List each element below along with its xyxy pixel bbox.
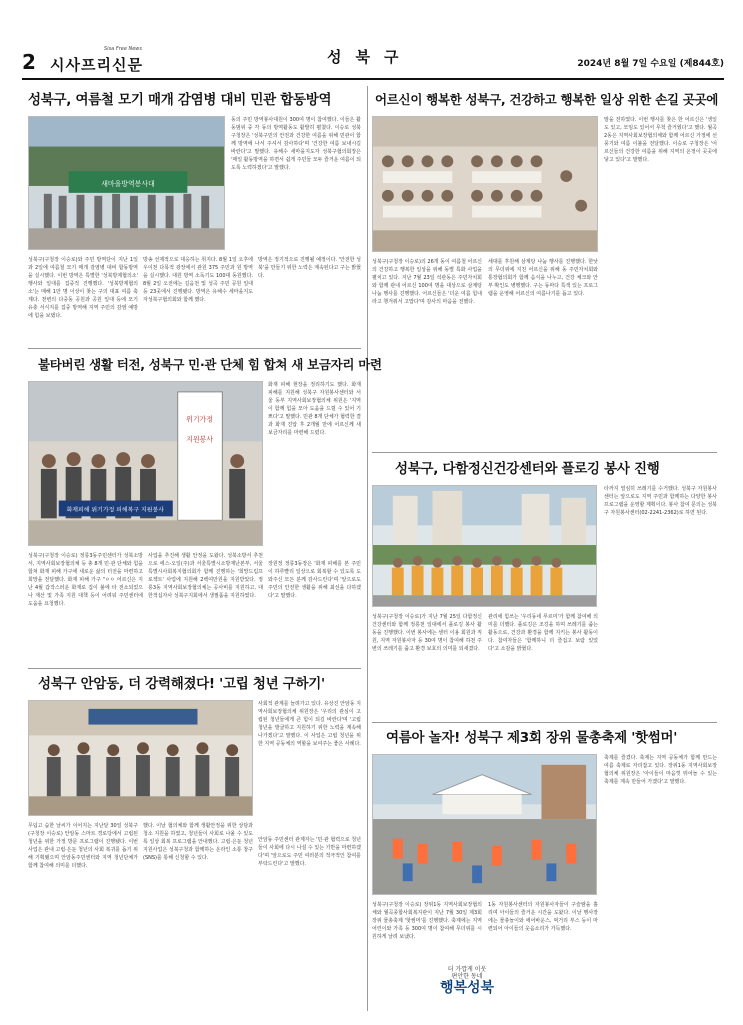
article-1-photo: [28, 116, 225, 250]
paper-name: 시사프리신문: [50, 56, 143, 74]
article-2-column-1: 성북구(구청장 이승로) 정릉3동주민센터가 성북소방서, 지역사회보장협의체 등 총 8개 민·관 단체와 힘을 합쳐 화재 피해 가구에 새로운 삶의 터전을 마련하고 희망을 전달했다. 화재 피해 가구 "ㅇㅇ 어르신은 지난 4월 갑작스러운 화재로 집이 불에 타 전소되었으나 재산 및 가족 지원 대책 등이 어려워 주민센터에 도움을 요청했다.: [28, 553, 143, 607]
article-6-headline: 여름아 놀자! 성북구 제3회 장위 물총축제 '핫썸머': [386, 730, 678, 746]
paper-name-small: Sisa Free News: [104, 46, 143, 52]
logo-line-2: 편안한 동네: [451, 973, 483, 980]
svg-text:위기가정: 위기가정: [186, 415, 213, 424]
article-4-headline: 어르신이 행복한 성북구, 건강하고 행복한 일상 위한 손길 곳곳에: [375, 92, 719, 107]
article-3-column-3: 사회적 관계를 늘려가고 있다. 유상진 안암동 지역사회보장협의체 위원장은 '우리의 관심이 고립된 청년들에게 큰 힘이 되길 바란다'며 '고립 청년을 발굴하고 지원하기 위한 노력을 계속해 나가겠다'고 말했다. 이 사업은 고립 청년을 위한 지역 공동체의 역할을 보여주는 좋은 사례다.: [258, 701, 361, 747]
article-1-column-3: 동의 주민 방역봉사대원이 300여 명이 참여했다. 이들은 활동범위 중 각 동의 방역활동도 활발히 펼쳤다. 이승로 성북구청장은 '성북구민의 안전과 건강한 여름을 위해 민관이 함께 방역에 나서 주셔서 감사하다'며 '건강한 여름 보내시길 바란다'고 말했다. 유해수 새마을지도자 성북구협의회장은 '매일 활동방역을 하면서 쉽게 주민들 모두 즐거운 여름이 되도록 노력하겠다'고 말했다.: [231, 117, 361, 171]
masthead: [22, 44, 724, 74]
article-2-column-4: 장원정 정릉3동장은 '화재 피해를 본 주민이 하루빨리 일상으로 회복할 수 있도록 도와주신 모든 분께 감사드린다'며 '앞으로도 주민의 안전한 생활을 위해 최선을 다하겠다'고 말했다.: [268, 561, 361, 599]
article-3-column-1: 무덥고 습한 날씨가 이어지는 지난달 30일 성북구(구청장 이승로) 안암동 스마트 경로당에서 고립된 청년을 위한 가정 방문 프로그램이 진행됐다. 이번 사업은 관내 고립·은둔 청년의 사회 복귀를 돕기 위해 기획됐으며 안암동주민센터와 지역 청년단체가 함께 참여해 의미를 더했다.: [28, 823, 138, 869]
article-4-column-2: 세대를 후원해 삼계탕 나눔 행사를 진행했다. 한낮의 무더위에 지친 어르신을 위해 동 주민자치회와 통장협의회가 함께 음식을 나누고, 건강 체크와 안부 확인도 병행했다. 구는 동마다 특색 있는 프로그램을 운영해 어르신의 여름나기를 돕고 있다.: [488, 259, 598, 297]
happy-seongbuk-logo: [431, 966, 503, 1006]
article-5-headline: 성북구, 다함정신건강센터와 플로깅 봉사 진행: [395, 461, 660, 477]
issue-date: 2024년 8월 7일 수요일 (제844호): [577, 59, 724, 69]
article-6-photo: [372, 754, 597, 895]
article-divider: [372, 452, 717, 453]
article-4-column-3: 말을 전하였다. 이번 행사를 찾은 한 어르신은 '생일도 있고, 모임도 있어서 무척 즐거웠다'고 했다. 월곡2동은 지역사회보장협의체와 함께 어르신 가정에 선풍기와 여름 이불을 전달했다. 이승로 구청장은 '어르신들의 건강한 여름을 위해 지역의 온정이 곳곳에 닿고 있다'고 말했다.: [604, 117, 717, 163]
article-5-column-1: 성북구(구청장 이승로)가 지난 7월 25일 다함정신건강센터와 함께 정릉천 일대에서 플로깅 봉사 활동을 진행했다. 이번 봉사에는 센터 이용 회원과 직원, 지역 자원봉사자 등 30여 명이 참여해 하천 주변의 쓰레기를 줍고 환경 보호의 의미를 되새겼다.: [372, 614, 482, 652]
article-3-column-4: 안암동 주민센터 관계자는 '민·관 협력으로 청년들이 사회에 다시 나설 수 있는 기반을 마련하겠다'며 '앞으로도 주민 여러분의 적극적인 참여를 부탁드린다'고 말했다.: [258, 837, 361, 867]
article-3-column-2: 했다. 이날 협의체와 함께 생활안정을 위한 상담과 청소 지원을 하였고, 청년들이 사회로 나올 수 있도록 일상 회복 프로그램을 안내했다. 고립·은둔 청년 지원사업은 성북구청과 함께하는 온라인 소통 창구(SNS)를 통해 신청할 수 있다.: [143, 823, 253, 861]
article-1-column-1: 성북구(구청장 이승로)와 주민 방역단이 지난 1일과 2일에 여름철 모기 매개 감염병 대비 합동방역을 실시했다. 이번 방역은 특별한 '성북방제협의소' 행사와 일대를 집중적 진행했다. '성북방제협의소'는 매해 1만 명 이상이 찾는 구의 대표 여름 축제다. 천변의 다중동 공원과 공원 일대 등에 모기 유충 서식지를 집중 방역해 지역 주민의 감염 예방에 힘을 보탰다.: [28, 257, 138, 319]
article-1-column-2: 방송 선제적으로 대응하는 취지다. 8월 1일 오후에 우이천 다목적 광장에서 관원 375 주민과 원 방역을 실시했다. 대원 방역 소독기도 100대 동원했다. 8월 2일 오전에는 길음천 및 성곡 주민 공원 일대 등 23곳에서 진행됐다. 방역은 유해수 세마을지도자성북구협의회와 함께 했다.: [143, 257, 253, 303]
article-1-headline: 성북구, 여름철 모기 매개 감염병 대비 민관 합동방역: [28, 92, 332, 108]
article-6-column-2: 1동 자원봉사센터의 자원봉사자들이 구슬땀을 흘리며 아이들의 즐거운 시간을 도왔다. 이날 행사장에는 물총놀이와 에어바운스, 먹거리 부스 등이 마련되어 아이들의 웃음소리가 가득했다.: [488, 902, 598, 932]
article-4-photo: [372, 116, 598, 252]
svg-text:새마을방역봉사대: 새마을방역봉사대: [101, 179, 155, 188]
article-2-photo: [28, 381, 263, 546]
article-2-photo-sign: 화재피해 위기가정 피해복구 지원봉사: [66, 506, 164, 514]
logo-line-1: 더 가깝게 이웃: [447, 966, 487, 973]
article-3-photo: [28, 700, 253, 816]
section-name: 성북구: [327, 48, 413, 66]
article-1-column-4: 방역은 정기적으로 진행될 예정이다. '안전한 성북'을 만들기 위한 노력은 계속된다고 구는 밝혔다.: [258, 257, 361, 279]
svg-text:지원봉사: 지원봉사: [186, 435, 213, 444]
article-3-headline: 성북구 안암동, 더 강력해졌다! '고립 청년 구하기': [38, 676, 325, 692]
article-2-headline: 불타버린 생활 터전, 성북구 민·관 단체 힘 합쳐 새 보금자리 마련: [38, 357, 382, 372]
article-5-column-2: 관리에 힘쓰는 '우리동네 푸르미'가 함께 참여해 의미를 더했다. 플로깅은 조깅을 하며 쓰레기를 줍는 활동으로, 건강과 환경을 함께 지키는 봉사 활동이다. 참여자들은 '함께하니 더 즐겁고 보람 있었다'고 소감을 밝혔다.: [488, 614, 598, 652]
article-2-column-3: 화재 피해 현장을 정리하기도 했다. 화재 피해를 지원해 성북구 자원봉사센터와 서울 동부 지역사회보장협의체 위원은 '지역이 함께 힘을 모아 도움을 드릴 수 있어 기쁘다'고 말했다. 민관 8개 단체가 협력한 결과 화재 진압 후 2개월 만에 어르신께 새 보금자리를 마련해 드렸다.: [268, 382, 361, 436]
page-number: 2: [22, 50, 36, 74]
article-2-column-2: 사업을 추진해 생활 안정을 도왔다. 성북소방서 추천으로 에스-오일(주)과 서울특별시소방재난본부, 서울특별시사회복지협의회가 함께 진행하는 '희망드림프로젝트' 사업에 지원해 2백여만원을 지원받았다. 정릉3동 지역사회보장협의체는 공사비를 지원하고, 대한적십자사 성북구지회에서 생필품을 지원하였다.: [148, 553, 263, 599]
masthead-rule: [22, 78, 724, 80]
article-5-photo: [372, 485, 597, 607]
article-divider: [28, 348, 361, 349]
article-divider: [372, 722, 717, 723]
article-6-column-1: 성북구(구청장 이승로) 장위1동 지역사회보장협의체와 월곡종합사회복지관이 지난 7월 30일 제3회 장위 물총축제 '핫썸머'를 진행했다. 축제에는 지역 어린이와 가족 등 300여 명이 참여해 무더위를 시원하게 날려 보냈다.: [372, 902, 482, 940]
column-divider: [367, 86, 368, 1011]
article-divider: [28, 668, 361, 669]
article-6-column-3: 축제를 즐겼다. 축제는 지역 공동체가 함께 만드는 여름 축제로 자리잡고 있다. 장위1동 지역사회보장협의체 위원장은 '아이들이 마음껏 뛰어놀 수 있는 축제를 계속 만들어 가겠다'고 말했다.: [604, 755, 717, 785]
logo-name: 행복성북: [439, 980, 495, 996]
article-4-column-1: 성북구(구청장 이승로)의 26개 동이 여름철 어르신의 건강하고 행복한 일상을 위해 동별 특화 사업을 펼치고 있다. 지난 7월 23일 석관동은 주민자치회와 함께 관내 어르신 100여 명을 대상으로 삼계탕 나눔 행사를 진행했다. 어르신들은 '더운 여름 힘내라고 챙겨줘서 고맙다'며 감사의 마음을 전했다.: [372, 259, 482, 305]
article-5-column-3: 타까지 열심히 쓰레기를 수거했다. 성북구 자원봉사센터는 앞으로도 지역 주민과 함께하는 다양한 봉사 프로그램을 운영할 계획이다. 봉사 참여 문의는 성북구 자원봉사센터(02-2241-2362)로 하면 된다.: [604, 486, 717, 516]
